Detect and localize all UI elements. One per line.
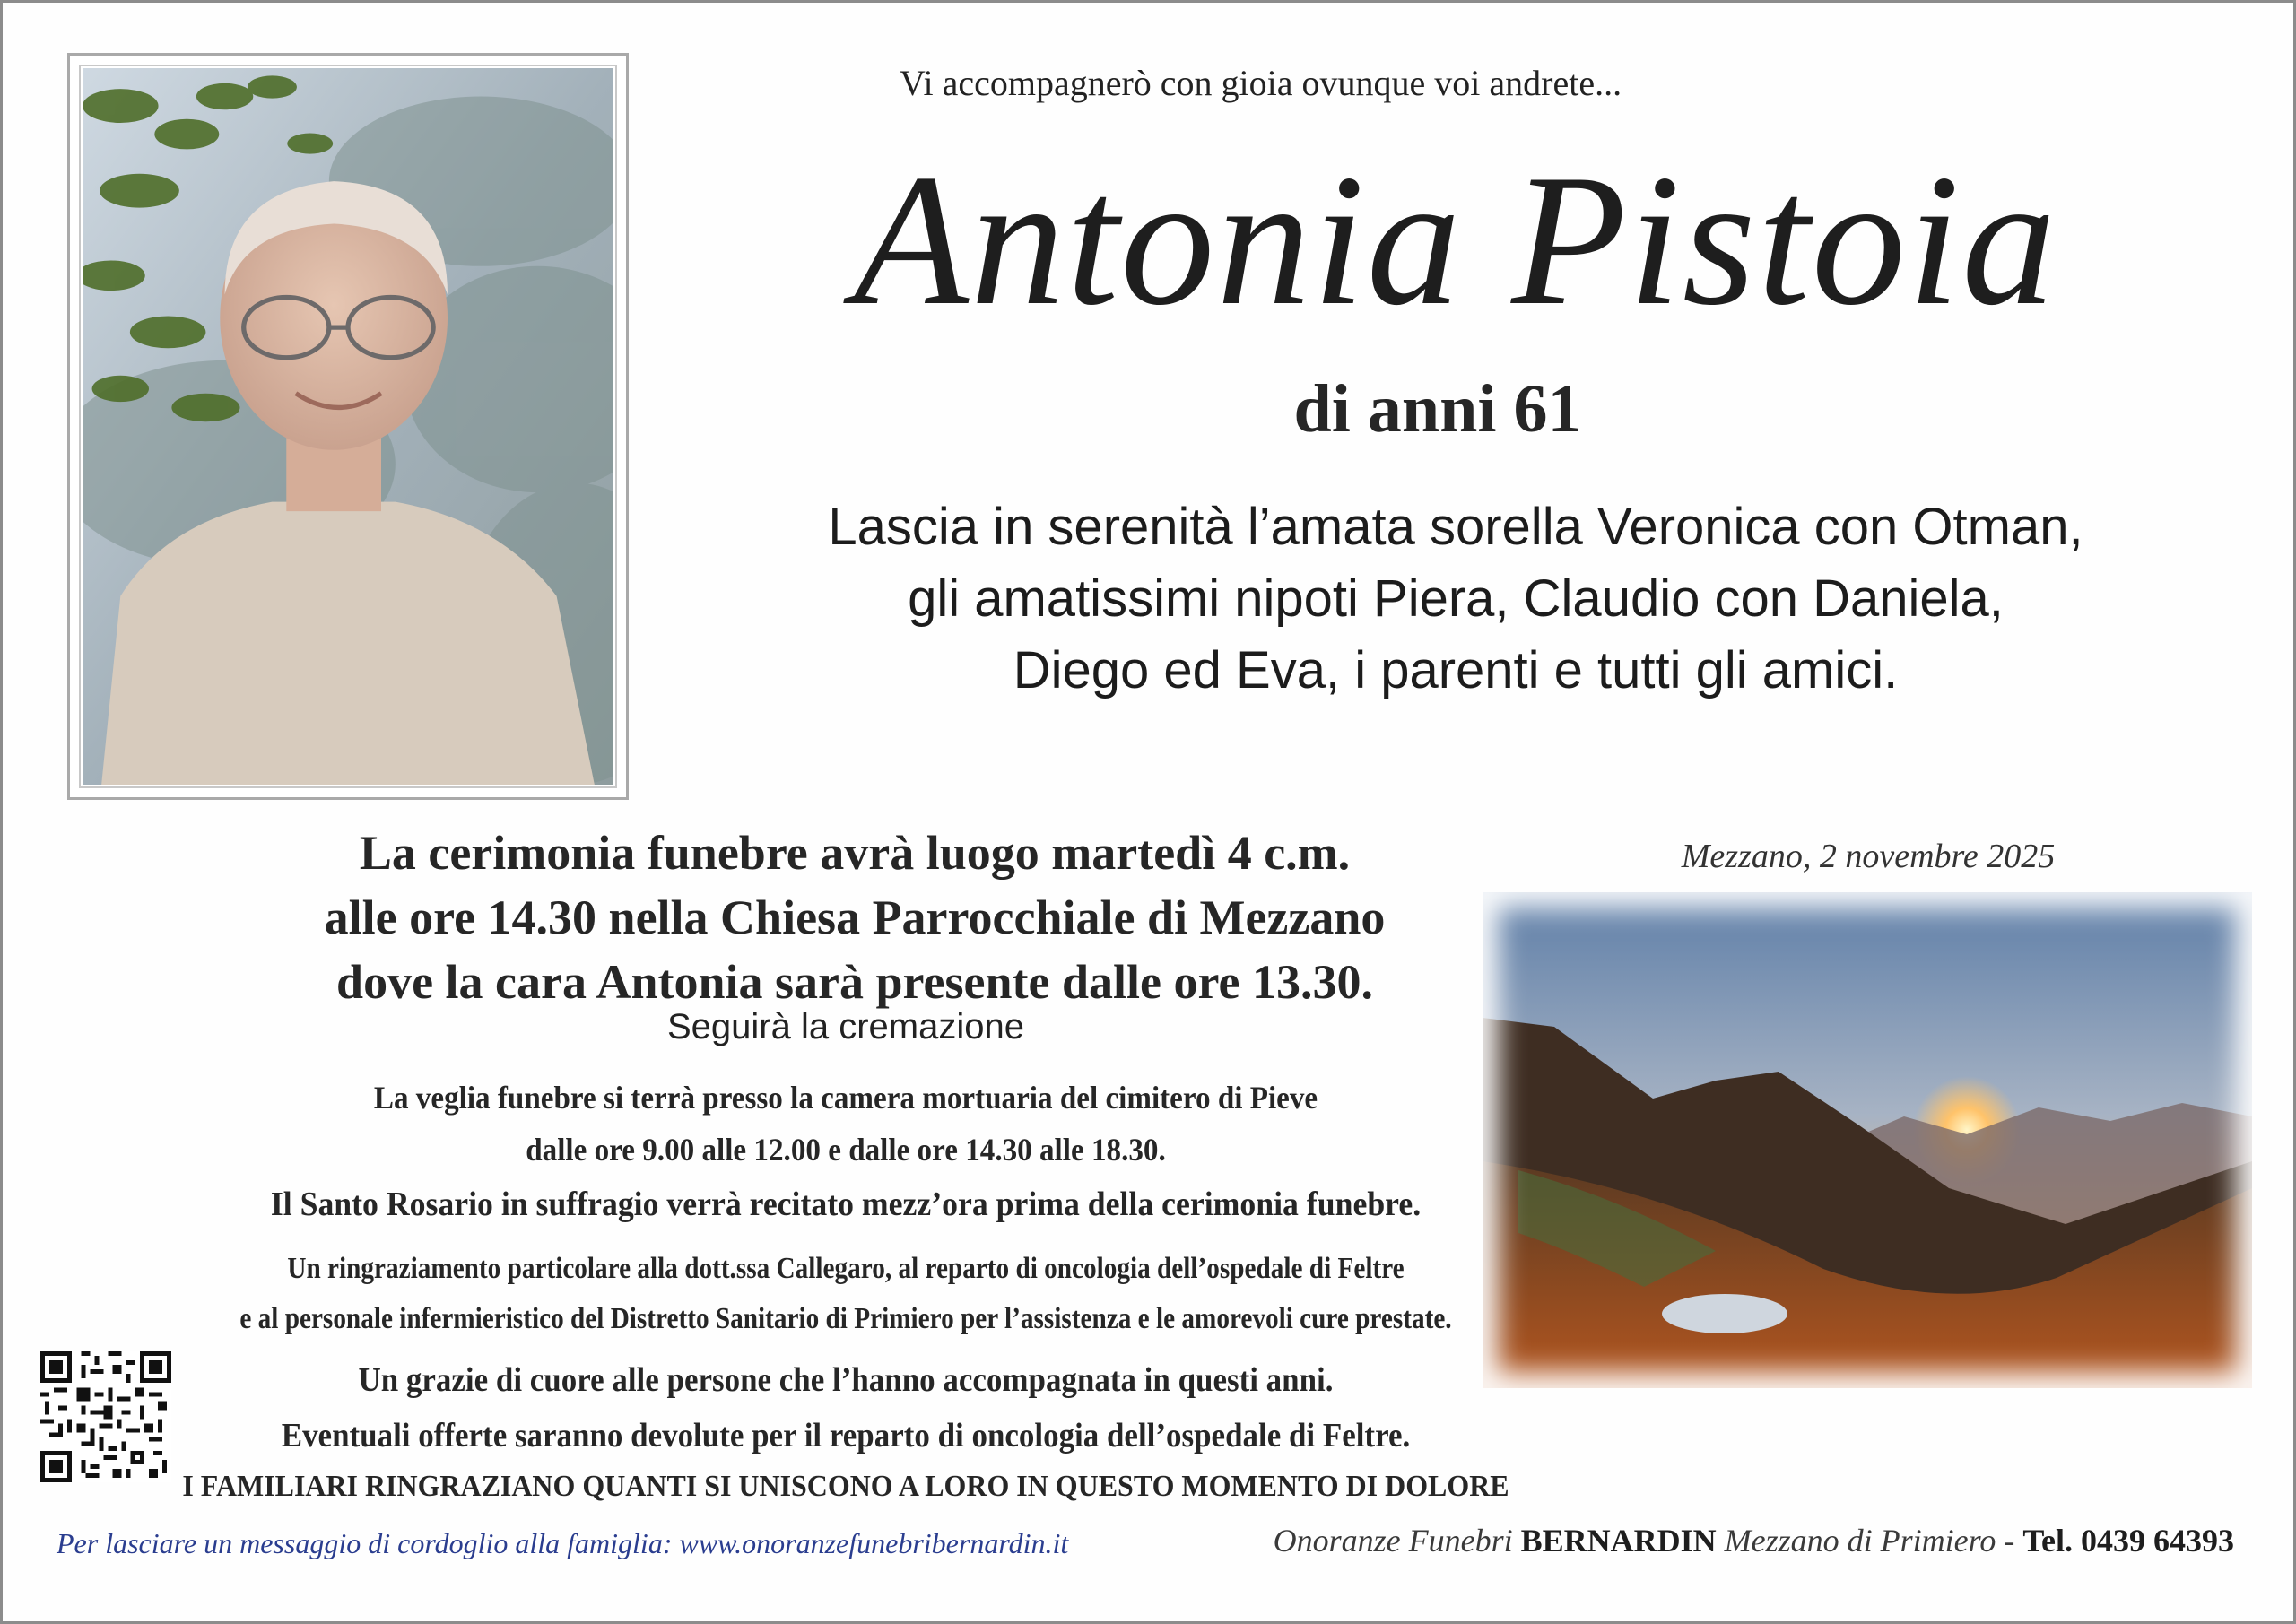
thanks-line: Un ringraziamento particolare alla dott.ssa Callegaro, al reparto di oncologia dell’ospedale di Feltre	[287, 1252, 1405, 1285]
qr-code-graphic	[40, 1351, 171, 1482]
agency-phone: Tel. 0439 64393	[2022, 1523, 2234, 1559]
ceremony-line: La cerimonia funebre avrà luogo martedì 4 c.m.	[359, 826, 1351, 880]
ceremony-details	[200, 821, 1509, 1014]
vigil-details	[227, 1072, 1465, 1176]
portrait-image	[83, 68, 613, 785]
agency-place: Mezzano di Primiero -	[1724, 1523, 2015, 1559]
vigil-line: La veglia funebre si terrà presso la camera mortuaria del cimitero di Pieve	[373, 1080, 1318, 1116]
portrait-photo	[83, 68, 613, 785]
family-line: gli amatissimi nipoti Piera, Claudio con Daniela,	[908, 569, 2004, 628]
agency-name: BERNARDIN	[1520, 1523, 1717, 1559]
thanks-details	[213, 1244, 1478, 1344]
portrait-frame	[67, 53, 629, 800]
family-line: Lascia in serenità l’amata sorella Veronica con Otman,	[828, 498, 2083, 556]
ceremony-line: dove la cara Antonia sarà presente dalle ore 13.30.	[336, 955, 1373, 1009]
offerings-note: Eventuali offerte saranno devolute per il reparto di oncologia dell’ospedale di Feltre.	[281, 1417, 1411, 1455]
epigraph-quote: Vi accompagnerò con gioia ovunque voi andrete...	[900, 63, 1622, 103]
condolence-link[interactable]: Per lasciare un messaggio di cordoglio alla famiglia: www.onoranzefunebribernardin.it	[57, 1527, 1069, 1559]
ceremony-line: alle ore 14.30 nella Chiesa Parrocchiale di Mezzano	[324, 890, 1386, 944]
thanks-heart: Un grazie di cuore alle persone che l’hanno accompagnata in questi anni.	[358, 1361, 1334, 1399]
sunset-mountain-image	[1483, 892, 2252, 1388]
agency-info	[1169, 1522, 2234, 1559]
thanks-line: e al personale infermieristico del Distretto Sanitario di Primiero per l’assistenza e le amorevoli cure prestate.	[239, 1302, 1452, 1335]
place-date: Mezzano, 2 novembre 2025	[1681, 838, 2056, 875]
deceased-age: di anni 61	[1293, 371, 1582, 447]
qr-code-icon[interactable]	[40, 1351, 171, 1482]
deceased-name: Antonia Pistoia	[853, 136, 2058, 344]
family-line: Diego ed Eva, i parenti e tutti gli amici.	[1013, 641, 1899, 699]
family-announcement	[720, 491, 2191, 707]
rosary-note: Il Santo Rosario in suffragio verrà recitato mezz’ora prima della cerimonia funebre.	[270, 1185, 1422, 1223]
agency-prefix: Onoranze Funebri	[1273, 1523, 1513, 1559]
vigil-line: dalle ore 9.00 alle 12.00 e dalle ore 14.30 alle 18.30.	[526, 1132, 1166, 1168]
closing-line: I FAMILIARI RINGRAZIANO QUANTI SI UNISCONO A LORO IN QUESTO MOMENTO DI DOLORE	[182, 1470, 1509, 1503]
cremation-note: Seguirà la cremazione	[667, 1007, 1024, 1046]
landscape-photo	[1483, 892, 2252, 1388]
